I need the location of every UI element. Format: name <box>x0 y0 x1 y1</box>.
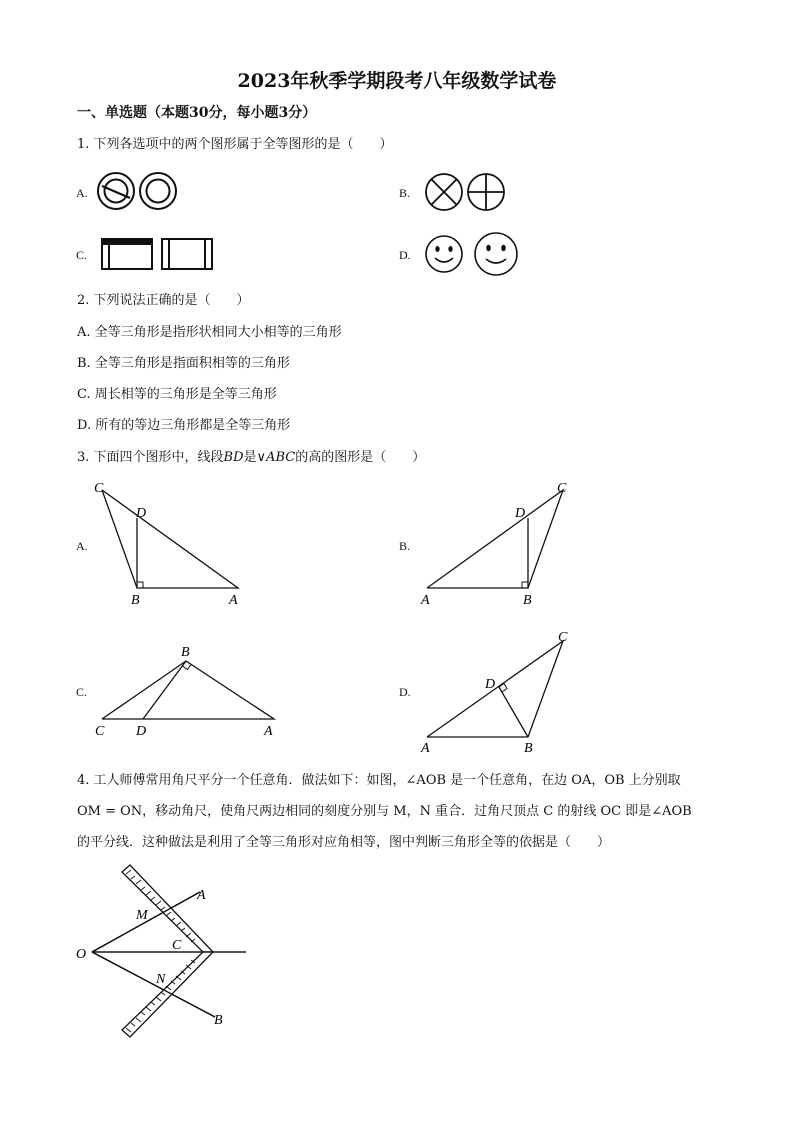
section-heading: 一、单选题（本题30分，每小题3分） <box>77 105 317 121</box>
q4-label-n: N <box>156 972 166 987</box>
q2-stem: 2. 下列说法正确的是（ ） <box>77 293 250 308</box>
q3c-label-c: C <box>95 724 105 739</box>
q3b-label-a: A <box>421 593 430 608</box>
q3-option-b-label: B. <box>399 539 411 553</box>
q1-option-c-label: C. <box>76 248 88 262</box>
q4-label-b: B <box>214 1013 223 1028</box>
q3a-label-d: D <box>136 506 147 521</box>
q4-angle-ruler-figure[interactable] <box>70 862 260 1042</box>
q2-option-c[interactable]: C. 周长相等的三角形是全等三角形 <box>77 387 277 402</box>
q4-label-a: A <box>197 888 206 903</box>
q1-option-b-label: B. <box>399 186 411 200</box>
q3b-label-b: B <box>523 593 532 608</box>
q1-option-c-figure[interactable] <box>100 237 220 273</box>
q3-option-b-figure[interactable] <box>415 478 585 610</box>
q3d-label-d: D <box>485 677 496 692</box>
q4-line3: 的平分线．这种做法是利用了全等三角形对应角相等，图中判断三角形全等的依据是（ ） <box>77 835 611 850</box>
q3b-label-c: C <box>557 481 567 496</box>
q3a-label-a: A <box>229 593 238 608</box>
q3d-label-c: C <box>558 630 568 645</box>
q4-label-c: C <box>172 938 182 953</box>
q3b-label-d: D <box>515 506 526 521</box>
q3-option-a-figure[interactable] <box>90 478 250 610</box>
q4-label-m: M <box>136 908 148 923</box>
q3-stem-bd: BD <box>223 450 244 465</box>
q2-option-b[interactable]: B. 全等三角形是指面积相等的三角形 <box>77 356 290 371</box>
q3c-label-d: D <box>136 724 147 739</box>
exam-title: 2023年秋季学期段考八年级数学试卷 <box>237 70 557 92</box>
q3c-label-a: A <box>264 724 273 739</box>
q4-label-o: O <box>76 947 87 962</box>
q3-stem-a: 3. 下面四个图形中，线段 <box>77 450 224 465</box>
q1-option-d-figure[interactable] <box>424 234 524 276</box>
q3c-label-b: B <box>181 645 190 660</box>
q3-option-d-label: D. <box>399 685 411 699</box>
q3d-label-a: A <box>421 741 430 756</box>
q3-option-c-label: C. <box>76 685 88 699</box>
q3-option-d-figure[interactable] <box>415 622 585 754</box>
q2-option-d[interactable]: D. 所有的等边三角形都是全等三角形 <box>77 418 291 433</box>
q3-stem-c: 的高的图形是（ ） <box>295 450 426 465</box>
q1-option-a-figure[interactable] <box>96 170 186 214</box>
q1-option-b-figure[interactable] <box>424 172 514 214</box>
q4-line1: 4. 工人师傅常用角尺平分一个任意角．做法如下：如图，∠AOB 是一个任意角，在边 OA，OB 上分别取 <box>77 773 681 788</box>
q3-stem <box>77 450 425 466</box>
q1-option-a-label: A. <box>76 186 88 200</box>
q3-stem-b: 是 <box>243 450 257 465</box>
q3-option-c-figure[interactable] <box>90 640 290 740</box>
q1-option-d-label: D. <box>399 248 411 262</box>
q3-stem-triangle: ∨ABC <box>256 450 296 465</box>
q3d-label-b: B <box>524 741 533 756</box>
q3a-label-c: C <box>94 481 104 496</box>
q3a-label-b: B <box>131 593 140 608</box>
q1-stem: 1. 下列各选项中的两个图形属于全等图形的是（ ） <box>77 137 393 152</box>
q3-option-a-label: A. <box>76 539 88 553</box>
q4-line2: OM = ON，移动角尺，使角尺两边相同的刻度分别与 M，N 重合．过角尺顶点 C 的射线 OC 即是∠AOB <box>77 804 692 819</box>
q2-option-a[interactable]: A. 全等三角形是指形状相同大小相等的三角形 <box>77 325 342 340</box>
